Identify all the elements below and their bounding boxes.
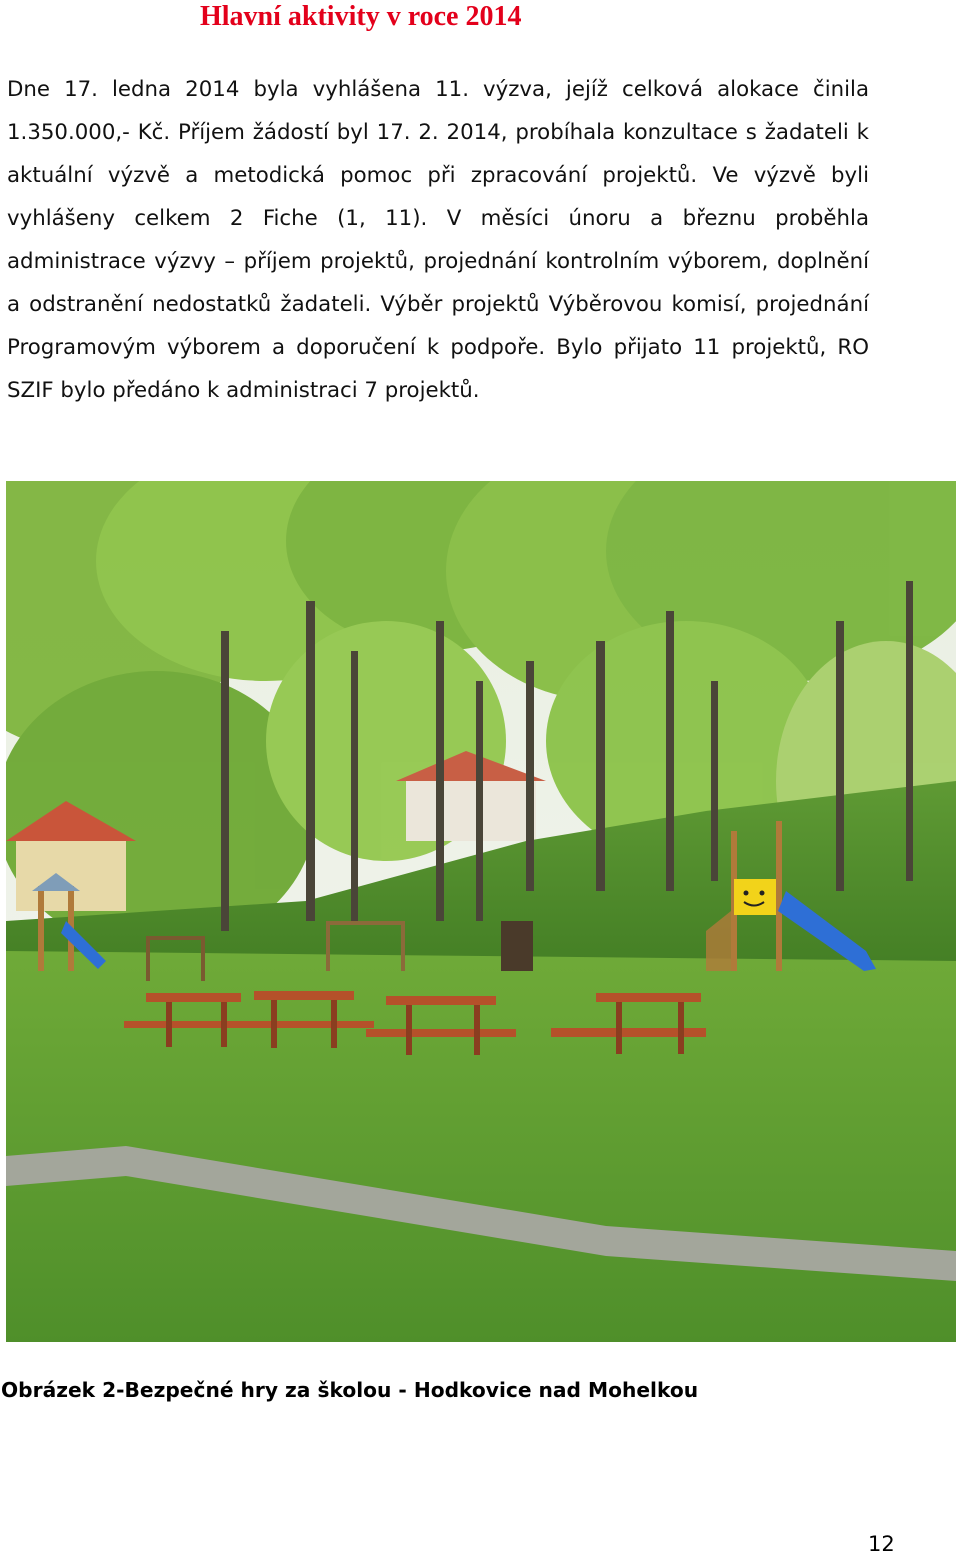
page-number: 12 xyxy=(868,1532,895,1556)
body-paragraph xyxy=(7,68,869,412)
playground-photo xyxy=(6,481,956,1342)
figure-caption: Obrázek 2-Bezpečné hry za školou - Hodkovice nad Mohelkou xyxy=(1,1378,699,1402)
section-heading: Hlavní aktivity v roce 2014 xyxy=(200,1,522,32)
paragraph-text: Dne 17. ledna 2014 byla vyhlášena 11. výzva, jejíž celková alokace činila 1.350.000,- Kč. Příjem žádostí byl 17. 2. 2014, probíhala konzultace s žadateli k aktuální výzvě a metodická pomoc při zpracování projektů. Ve výzvě byli vyhlášeny celkem 2 Fiche (1, 11). V měsíci únoru a březnu proběhla administrace výzvy – příjem projektů, projednání kontrolním výborem, doplnění a odstranění nedostatků žadateli. Výběr projektů Výběrovou komisí, projednání Programovým výborem a doporučení k podpoře. Bylo přijato 11 projektů, RO SZIF bylo předáno k administraci 7 projektů. xyxy=(7,77,869,403)
